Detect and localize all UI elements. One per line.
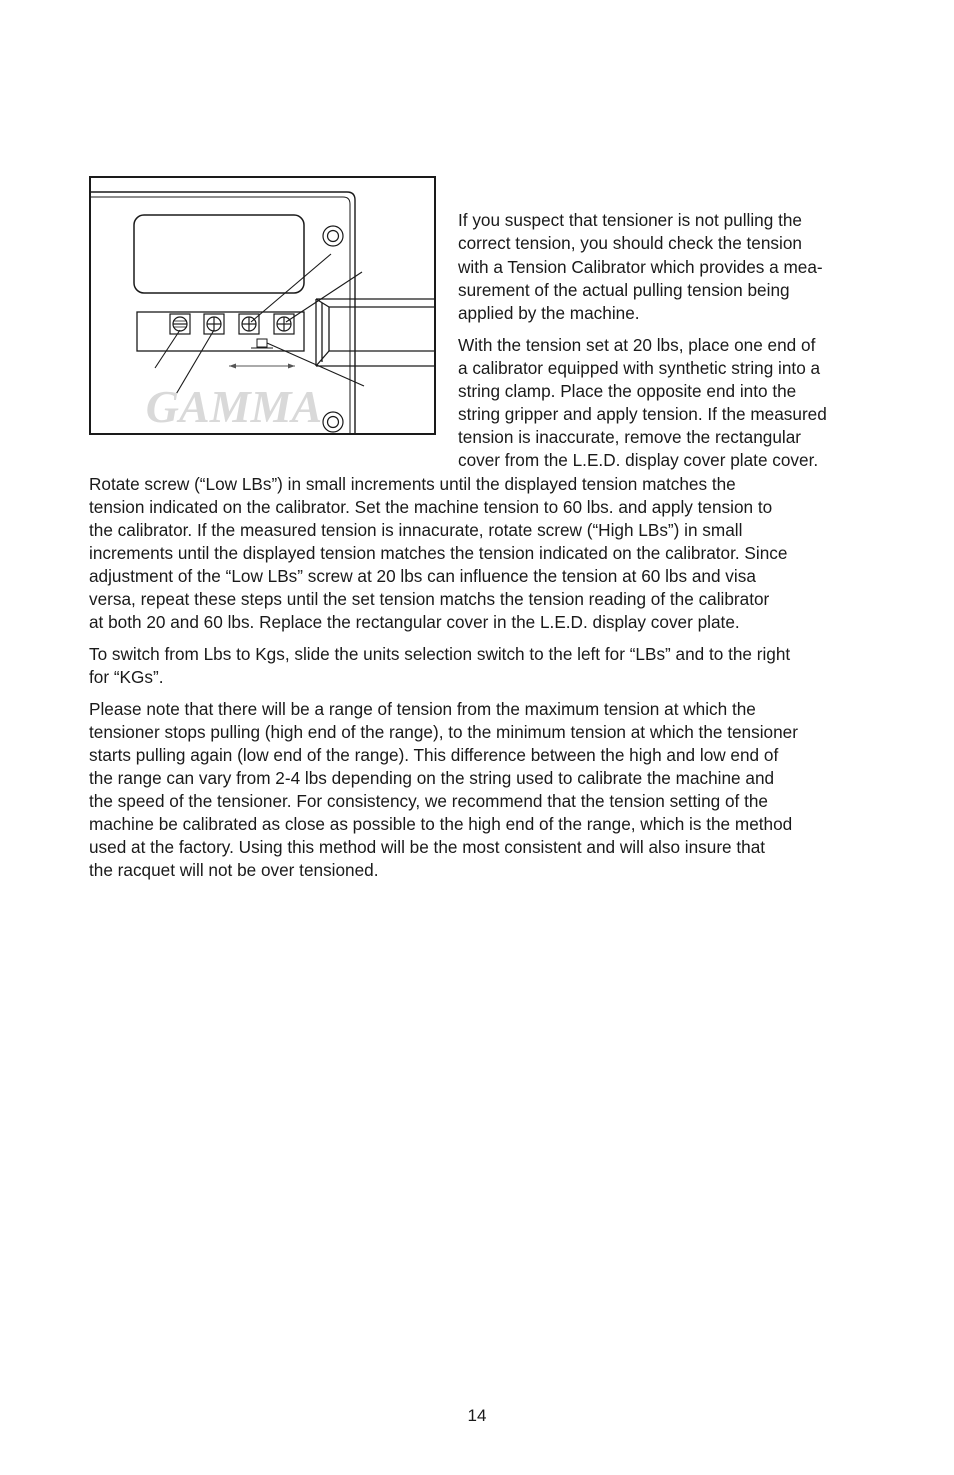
text-line: the speed of the tensioner. For consistency, we recommend that the tension setting of the (89, 791, 768, 811)
text-line: the calibrator. If the measured tension is innacurate, rotate screw (“High LBs”) in small (89, 520, 743, 540)
text-line: machine be calibrated as close as possible to the high end of the range, which is the method (89, 814, 793, 834)
text-line: Rotate screw (“Low LBs”) in small increments until the displayed tension matches the (89, 474, 736, 494)
text-line: a calibrator equipped with synthetic string into a (458, 358, 821, 378)
text-line: used at the factory. Using this method will be the most consistent and will also insure that (89, 837, 766, 857)
page-number: 14 (467, 1406, 487, 1425)
text-line: versa, repeat these steps until the set tension matchs the tension reading of the calibrator (89, 589, 770, 609)
text-line: If you suspect that tensioner is not pulling the (458, 210, 802, 230)
text-line: for “KGs”. (89, 667, 164, 687)
text-line: with a Tension Calibrator which provides a mea- (458, 257, 823, 277)
text-line: increments until the displayed tension matches the tension indicated on the calibrator. Since (89, 543, 788, 563)
text-line: string clamp. Place the opposite end into the (458, 381, 797, 401)
led-cover-plate-figure (89, 176, 436, 436)
text-line: the range can vary from 2-4 lbs depending on the string used to calibrate the machine and (89, 768, 775, 788)
text-line: To switch from Lbs to Kgs, slide the units selection switch to the left for “LBs” and to the right (89, 644, 791, 664)
text-line: tension is inaccurate, remove the rectangular (458, 427, 801, 447)
text-line: applied by the machine. (458, 303, 640, 323)
text-line: tensioner stops pulling (high end of the range), to the minimum tension at which the tensioner (89, 722, 798, 742)
text-line: the racquet will not be over tensioned. (89, 860, 379, 880)
cover-plate-diagram (89, 176, 436, 436)
text-line: adjustment of the “Low LBs” screw at 20 lbs can influence the tension at 60 lbs and visa (89, 566, 756, 586)
text-line: tension indicated on the calibrator. Set the machine tension to 60 lbs. and apply tension to (89, 497, 773, 517)
text-line: starts pulling again (low end of the range). This difference between the high and low end of (89, 745, 779, 765)
text-line: With the tension set at 20 lbs, place one end of (458, 335, 816, 355)
text-line: at both 20 and 60 lbs. Replace the rectangular cover in the L.E.D. display cover plate. (89, 612, 740, 632)
gamma-logo-watermark: GAMMA (145, 381, 323, 432)
units-switch (257, 339, 267, 347)
text-line: surement of the actual pulling tension being (458, 280, 790, 300)
adjust-screw-4 (274, 314, 294, 334)
text-line: string gripper and apply tension. If the measured (458, 404, 827, 424)
text-line: cover from the L.E.D. display cover plate cover. (458, 450, 819, 470)
display-window (134, 215, 304, 293)
adjust-screw-3 (239, 314, 259, 334)
text-line: Please note that there will be a range of tension from the maximum tension at which the (89, 699, 756, 719)
text-line: correct tension, you should check the tension (458, 233, 802, 253)
